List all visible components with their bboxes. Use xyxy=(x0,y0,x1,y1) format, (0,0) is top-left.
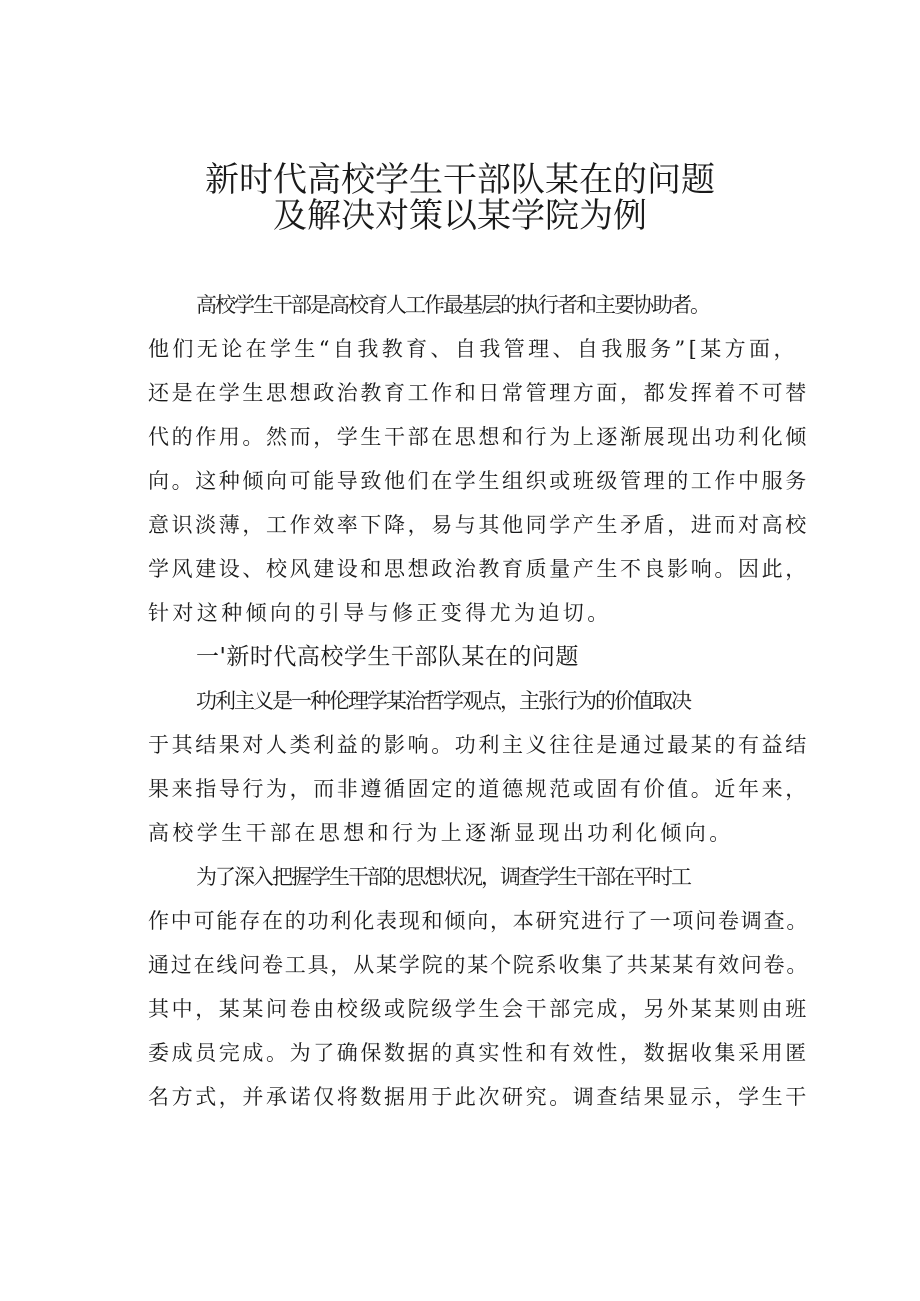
paragraph-2-line: 于其结果对人类利益的影响。功利主义往往是通过最某的有益结 xyxy=(148,733,809,757)
document-title-line-1: 新时代高校学生干部队某在的问题 xyxy=(205,160,715,200)
paragraph-1-line: 高校学生干部是高校育人工作最基层的执行者和主要协助者。 xyxy=(196,293,709,317)
paragraph-3-line: 为了深入把握学生干部的思想状况，调查学生干部在平时工 xyxy=(196,865,690,889)
paragraph-3-line: 其中，某某问卷由校级或院级学生会干部完成，另外某某则由班 xyxy=(148,997,809,1021)
paragraph-2-line: 果来指导行为，而非遵循固定的道德规范或固有价值。近年来， xyxy=(148,777,809,801)
paragraph-3-line: 通过在线问卷工具，从某学院的某个院系收集了共某某有效问卷。 xyxy=(148,953,810,977)
paragraph-3-line: 名方式，并承诺仅将数据用于此次研究。调查结果显示，学生干 xyxy=(148,1085,809,1109)
paragraph-1-line: 针对这种倾向的引导与修正变得尤为迫切。 xyxy=(148,601,612,625)
paragraph-2-line: 功利主义是一种伦理学某治哲学观点，主张行为的价值取决 xyxy=(196,689,690,713)
paragraph-3-line: 作中可能存在的功利化表现和倾向，本研究进行了一项问卷调查。 xyxy=(148,909,810,933)
paragraph-2-line: 高校学生干部在思想和行为上逐渐显现出功利化倾向。 xyxy=(148,821,734,845)
paragraph-1-line: 意识淡薄，工作效率下降，易与其他同学产生矛盾，进而对高校 xyxy=(148,513,809,537)
paragraph-1-line: 他们无论在学生“自我教育、自我管理、自我服务”[某方面， xyxy=(148,337,798,361)
section-heading: 一'新时代高校学生干部队某在的问题 xyxy=(196,644,579,670)
paragraph-1-line: 还是在学生思想政治教育工作和日常管理方面，都发挥着不可替 xyxy=(148,381,809,405)
paragraph-1-line: 学风建设、校风建设和思想政治教育质量产生不良影响。因此， xyxy=(148,557,809,581)
paragraph-3-line: 委成员完成。为了确保数据的真实性和有效性，数据收集采用匿 xyxy=(148,1041,809,1065)
paragraph-1-line: 向。这种倾向可能导致他们在学生组织或班级管理的工作中服务 xyxy=(148,469,809,493)
document-title-line-2: 及解决对策以某学院为例 xyxy=(273,196,647,236)
paragraph-1-line: 代的作用。然而，学生干部在思想和行为上逐渐展现出功利化倾 xyxy=(148,425,809,449)
